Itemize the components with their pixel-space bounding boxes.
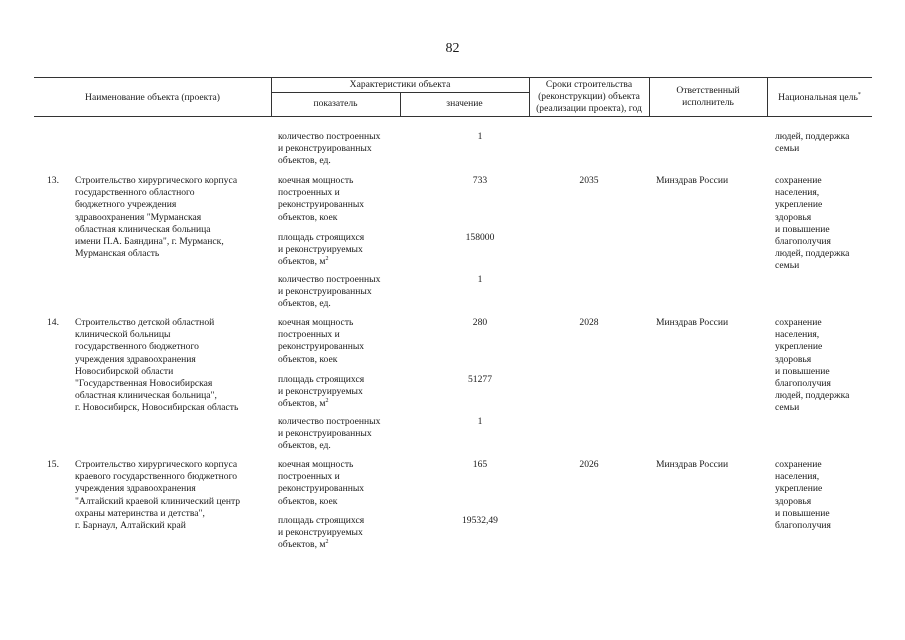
- responsible-executor: Минздрав России: [656, 175, 729, 186]
- indicator-label: количество построенных и реконструированных объектов, ед.: [278, 274, 381, 310]
- page-number: 82: [445, 41, 460, 56]
- continuation-goal: людей, поддержка семьи: [775, 131, 850, 155]
- indicator-label-text: площадь строящихся и реконструируемых объектов, м: [278, 515, 365, 551]
- indicator-value: 51277: [468, 374, 492, 385]
- indicator-value: 165: [472, 459, 488, 470]
- header-indicator: показатель: [313, 98, 358, 109]
- header-value: значение: [446, 98, 483, 109]
- unit-superscript: 2: [325, 398, 329, 405]
- footnote-mark: *: [857, 91, 861, 98]
- header-construction-terms: Сроки строительства (реконструкции) объекта (реализации проекта), год: [536, 79, 642, 115]
- header-national-goal-label: Национальная цель: [778, 92, 858, 103]
- row-number: 15.: [47, 459, 59, 470]
- continuation-indicator: количество построенных и реконструированных объектов, ед.: [278, 131, 381, 167]
- row-number: 13.: [47, 175, 59, 186]
- table-header-bottom-border: [34, 116, 872, 117]
- indicator-label: [278, 232, 364, 269]
- table-top-border: [34, 77, 872, 78]
- national-goal: сохранение населения, укрепление здоровья и повышение благополучия: [775, 459, 831, 532]
- indicator-label-text: площадь строящихся и реконструируемых объектов, м: [278, 374, 365, 410]
- indicator-value: 19532,49: [462, 515, 498, 526]
- header-characteristics: Характеристики объекта: [349, 79, 451, 90]
- indicator-value: 733: [472, 175, 488, 186]
- indicator-label: коечная мощность построенных и реконструированных объектов, коек: [278, 459, 365, 507]
- object-name: Строительство хирургического корпуса краевого государственного бюджетного учреждения здравоохранения "Алтайский краевой клинический центр охраны материнства и детства", г. Барнаул, Алтайский край: [75, 459, 241, 532]
- construction-year: 2035: [579, 175, 599, 186]
- indicator-label-text: площадь строящихся и реконструируемых объектов, м: [278, 232, 365, 268]
- indicator-label: коечная мощность построенных и реконструированных объектов, коек: [278, 175, 365, 223]
- indicator-label: [278, 515, 364, 552]
- header-executor: Ответственный исполнитель: [676, 85, 740, 109]
- object-name: Строительство детской областной клинической больницы государственного бюджетного учреждения здравоохранения Новосибирской области "Государственная Новосибирская областная клиническая больница", г. Новосибирск, Новосибирская область: [75, 317, 239, 414]
- construction-year: 2028: [579, 317, 599, 328]
- continuation-value: 1: [477, 131, 483, 142]
- responsible-executor: Минздрав России: [656, 459, 729, 470]
- national-goal: сохранение населения, укрепление здоровья и повышение благополучия людей, поддержка семьи: [775, 317, 850, 414]
- indicator-label: [278, 374, 364, 411]
- indicator-label: количество построенных и реконструированных объектов, ед.: [278, 416, 381, 452]
- indicator-value: 280: [472, 317, 488, 328]
- header-object-name: Наименование объекта (проекта): [85, 92, 220, 103]
- unit-superscript: 2: [325, 539, 329, 546]
- row-number: 14.: [47, 317, 59, 328]
- indicator-label: коечная мощность построенных и реконструированных объектов, коек: [278, 317, 365, 365]
- indicator-value: 158000: [465, 232, 495, 243]
- construction-year: 2026: [579, 459, 599, 470]
- responsible-executor: Минздрав России: [656, 317, 729, 328]
- indicator-value: 1: [477, 274, 483, 285]
- object-name: Строительство хирургического корпуса государственного областного бюджетного учреждения здравоохранения "Мурманская областная клиническая больница имени П.А. Баяндина", г. Мурманск, Мурманская область: [75, 175, 238, 260]
- national-goal: сохранение населения, укрепление здоровья и повышение благополучия людей, поддержка семьи: [775, 175, 850, 272]
- unit-superscript: 2: [325, 256, 329, 263]
- header-national-goal: [767, 92, 872, 104]
- indicator-value: 1: [477, 416, 483, 427]
